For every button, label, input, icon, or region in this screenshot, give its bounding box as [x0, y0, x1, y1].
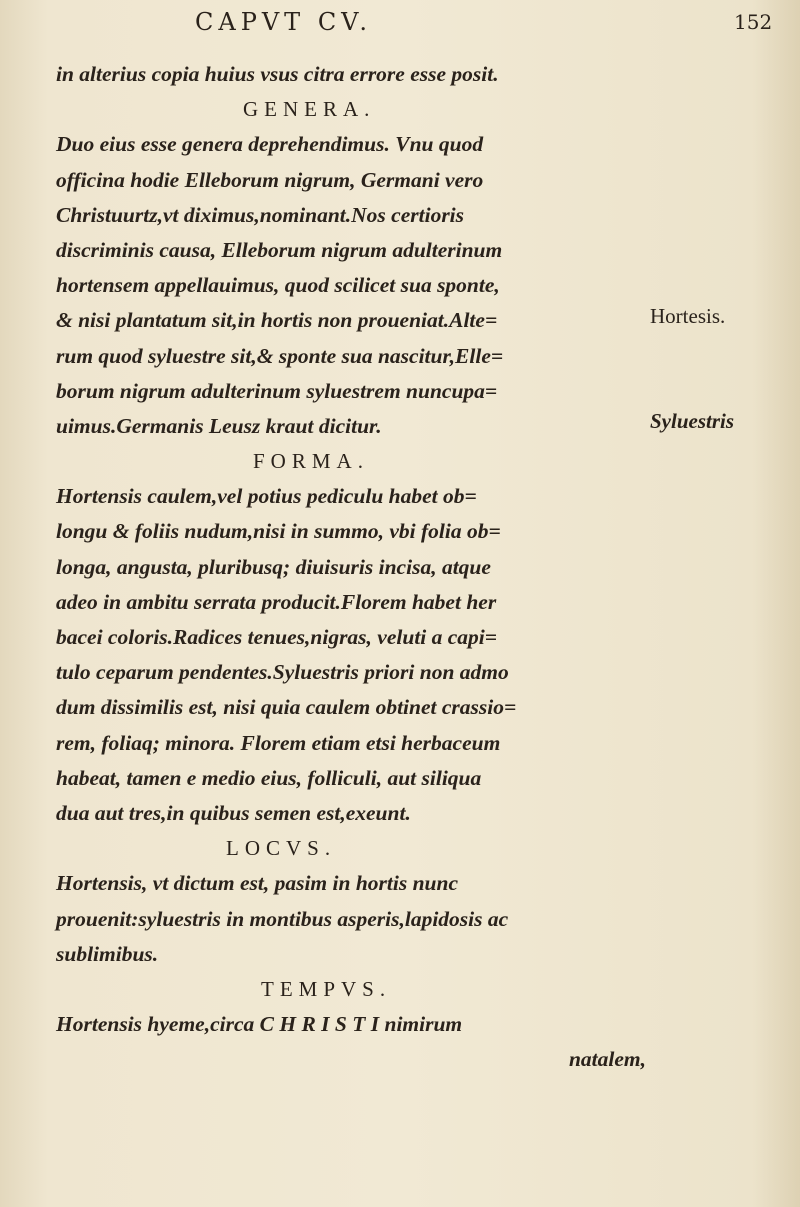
text-line: habeat, tamen e medio eius, folliculi, aut siliqua — [56, 765, 482, 790]
text-line: dum dissimilis est, nisi quia caulem obtinet crassio= — [56, 695, 517, 720]
text-line: longu & foliis nudum,nisi in summo, vbi folia ob= — [56, 519, 501, 544]
section-heading-forma: FORMA. — [253, 449, 369, 474]
text-line: borum nigrum adulterinum syluestrem nuncupa= — [56, 378, 498, 403]
text-line: officina hodie Elleborum nigrum, Germani vero — [56, 167, 484, 192]
margin-note-syluestris: Syluestris — [650, 409, 735, 433]
text-line: uimus.Germanis Leusz kraut dicitur. — [56, 413, 382, 438]
text-line: Duo eius esse genera deprehendimus. Vnu quod — [56, 132, 484, 157]
margin-note-hortensis: Hortesis. — [650, 304, 726, 328]
text-line: in alterius copia huius vsus citra errore esse posit. — [56, 62, 499, 86]
text-line: adeo in ambitu serrata producit.Florem habet her — [56, 589, 497, 614]
text-line: & nisi plantatum sit,in hortis non proueniat.Alte= — [56, 308, 498, 333]
text-line: Christuurtz,vt diximus,nominant.Nos certioris — [56, 202, 465, 227]
text-line: longa, angusta, pluribusq; diuisuris incisa, atque — [56, 554, 491, 579]
text-line: bacei coloris.Radices tenues,nigras, veluti a capi= — [56, 625, 498, 649]
text-line: rum quod syluestre sit,& sponte sua nascitur,Elle= — [56, 343, 504, 368]
section-heading-locus: LOCVS. — [226, 836, 337, 861]
running-title: CAPVT CV. — [195, 8, 372, 36]
section-heading-genera: GENERA. — [243, 97, 376, 122]
text-line: tulo ceparum pendentes.Syluestris priori non admo — [56, 660, 509, 685]
text-line: dua aut tres,in quibus semen est,exeunt. — [56, 800, 411, 825]
text-line: Hortensis caulem,vel potius pediculu habet ob= — [56, 484, 477, 509]
text-line: prouenit:syluestris in montibus asperis,lapidosis ac — [56, 906, 509, 931]
catchword-line: natalem, — [568, 1047, 646, 1072]
text-line: sublimibus. — [56, 941, 159, 966]
text-line: Hortensis, vt dictum est, pasim in hortis nunc — [56, 871, 459, 896]
text-line: Hortensis hyeme,circa C H R I S T I nimirum — [56, 1012, 463, 1037]
text-line: hortensem appellauimus, quod scilicet sua sponte, — [56, 273, 500, 298]
text-block — [56, 57, 646, 1077]
text-line: discriminis causa, Elleborum nigrum adulterinum — [56, 237, 503, 262]
section-heading-tempus: TEMPVS. — [261, 976, 392, 1001]
text-line: rem, foliaq; minora. Florem etiam etsi herbaceum — [56, 730, 501, 755]
page-number: 152 — [734, 10, 773, 34]
